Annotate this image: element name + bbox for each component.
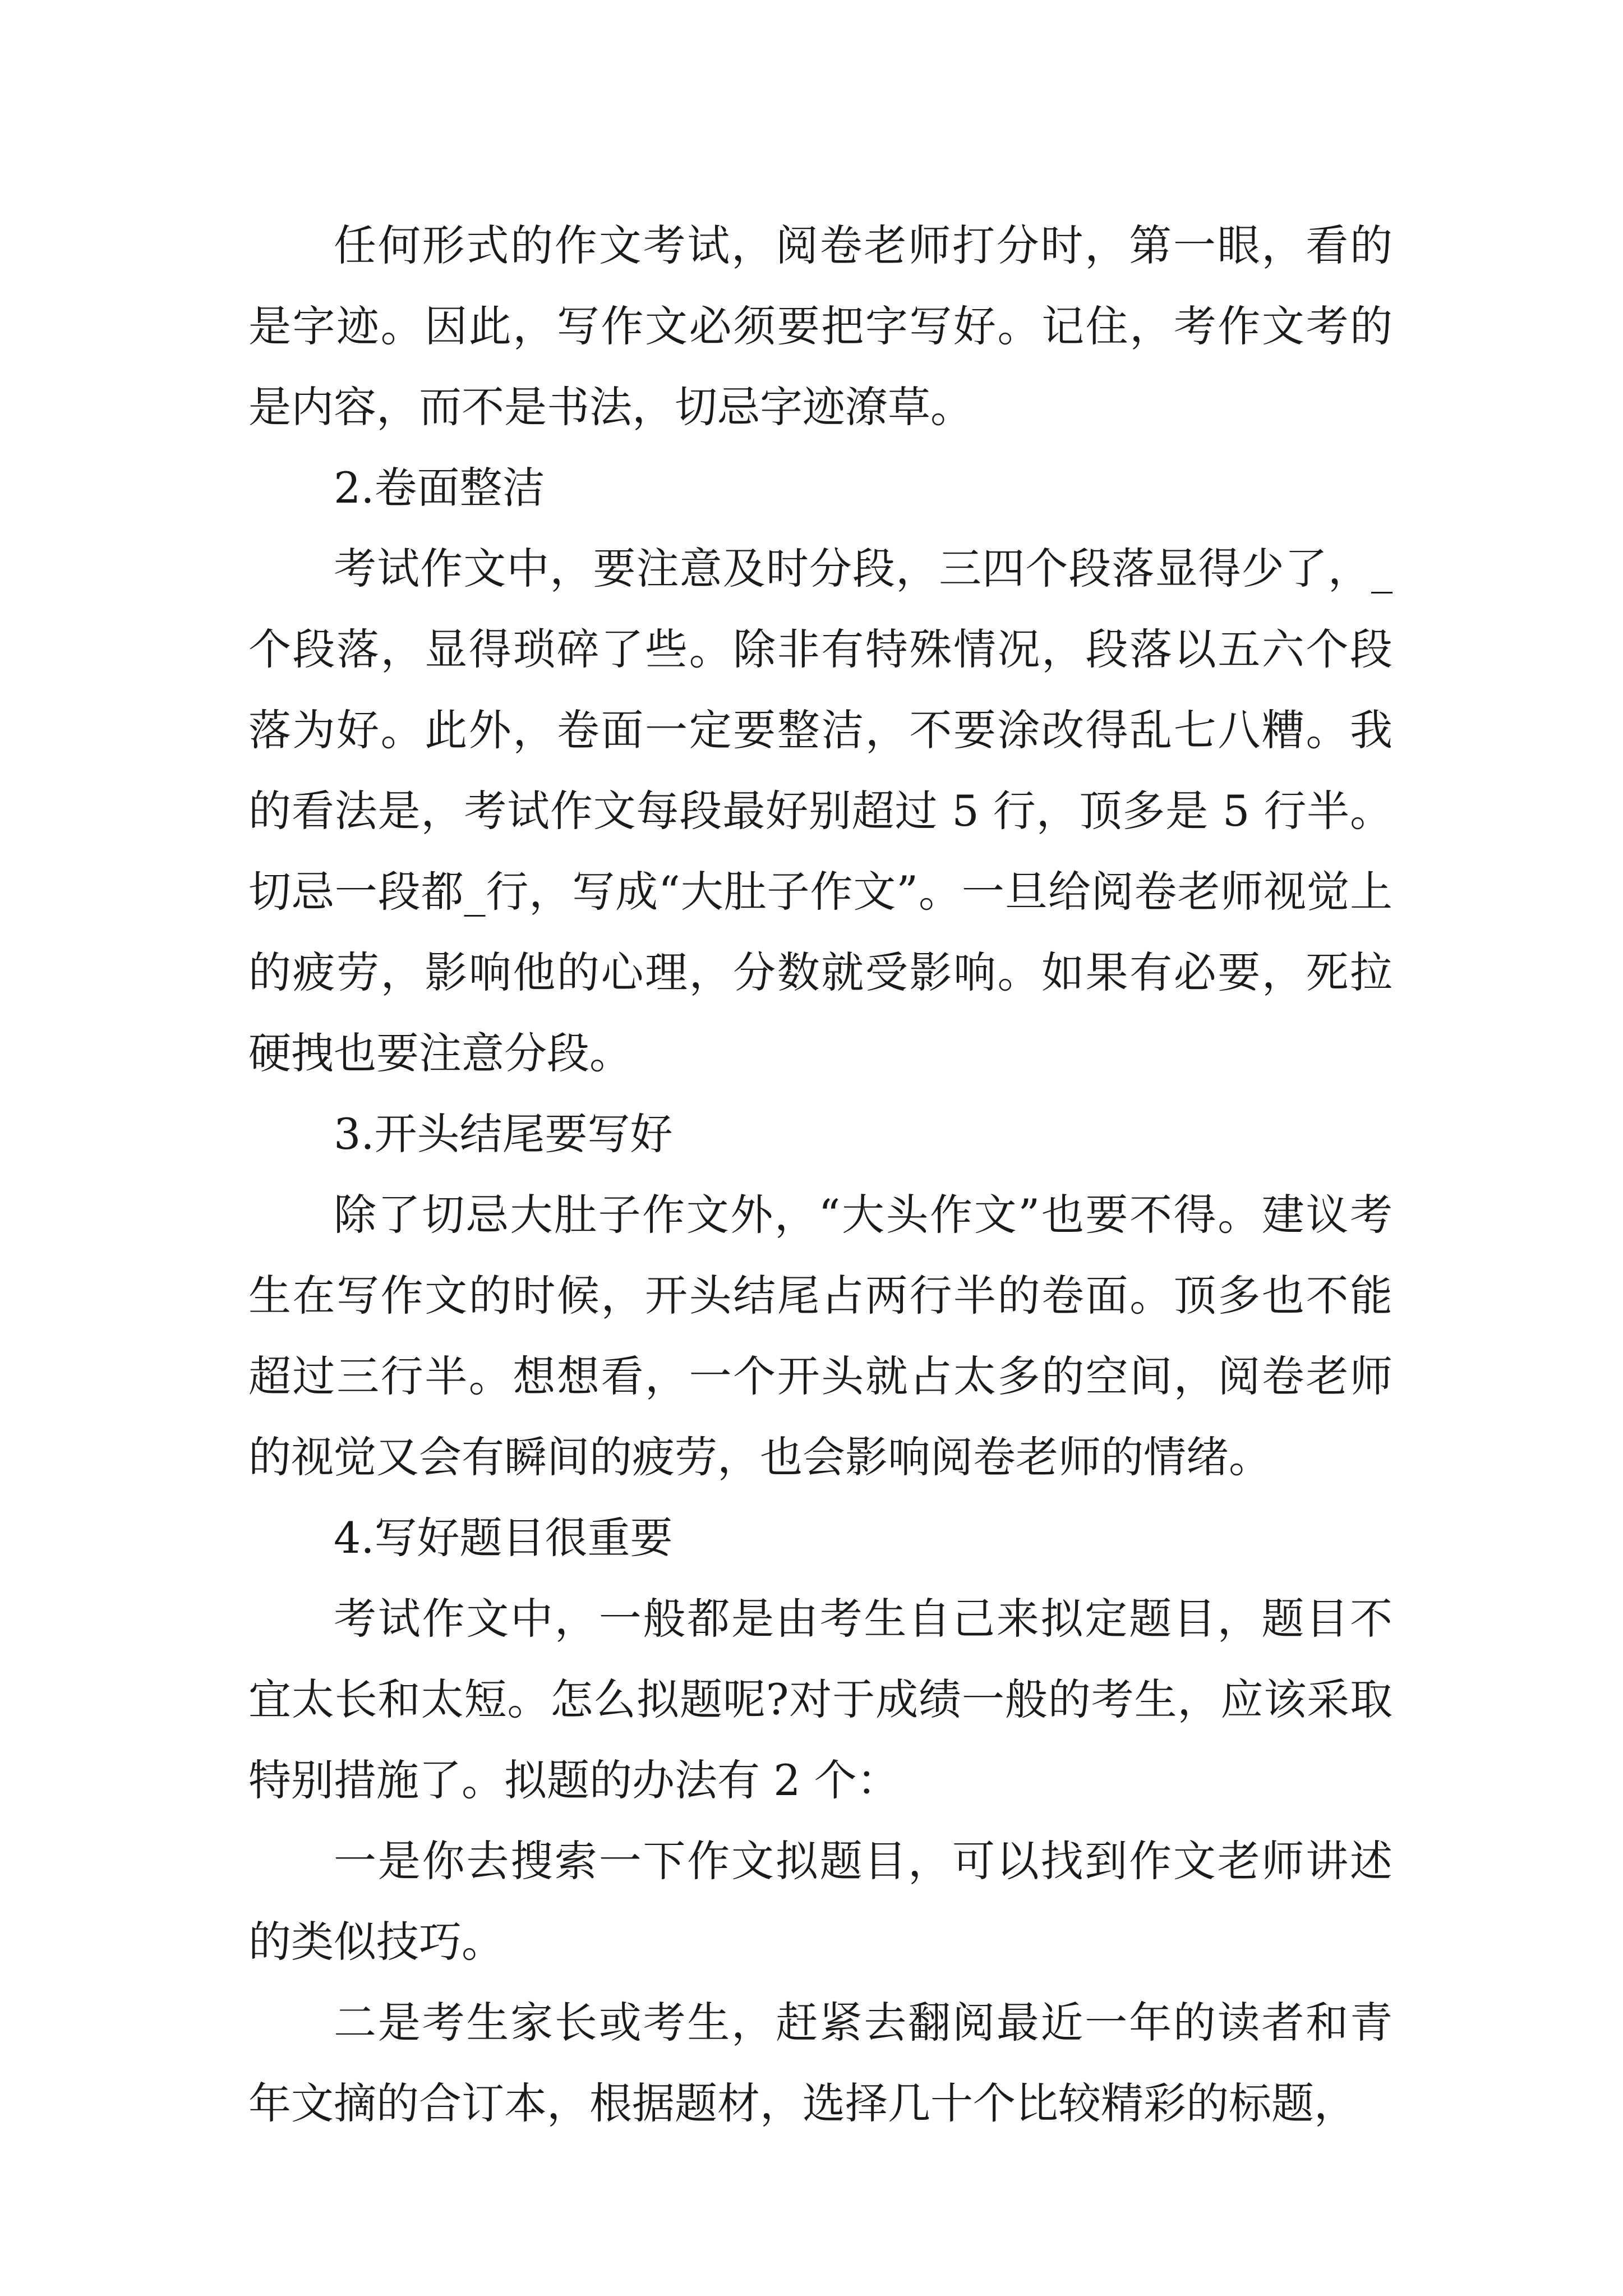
paragraph-title-important: 考试作文中，一般都是由考生自己来拟定题目，题目不宜太长和太短。怎么拟题呢?对于成绩一般的考生，应该采取特别措施了。拟题的办法有 2 个： bbox=[248, 1594, 1393, 1805]
heading-title-important: 4.写好题目很重要 bbox=[334, 1513, 673, 1563]
paragraph-method-one: 一是你去搜索一下作文拟题目，可以找到作文老师讲述的类似技巧。 bbox=[248, 1836, 1393, 1967]
heading-opening-ending: 3.开头结尾要写好 bbox=[334, 1109, 673, 1159]
paragraph-neat-paper: 考试作文中，要注意及时分段，三四个段落显得少了，_个段落，显得琐碎了些。除非有特殊情况，段落以五六个段落为好。此外，卷面一定要整洁，不要涂改得乱七八糟。我的看法是，考试作文每段最好别超过 5 行，顶多是 5 行半。切忌一段都_行，写成“大肚子作文”。一旦给阅卷老师视觉上的疲劳，影响他的心理，分数就受影响。如果有必要，死拉硬拽也要注意分段。 bbox=[248, 544, 1393, 1078]
paragraph-handwriting: 任何形式的作文考试，阅卷老师打分时，第一眼，看的是字迹。因此，写作文必须要把字写好。记住，考作文考的是内容，而不是书法，切忌字迹潦草。 bbox=[248, 220, 1393, 432]
paragraph-opening-ending: 除了切忌大肚子作文外，“大头作文”也要不得。建议考生在写作文的时候，开头结尾占两行半的卷面。顶多也不能超过三行半。想想看，一个开头就占太多的空间，阅卷老师的视觉又会有瞬间的疲劳，也会影响阅卷老师的情绪。 bbox=[248, 1190, 1393, 1482]
document-body bbox=[248, 205, 1393, 2144]
heading-neat-paper: 2.卷面整洁 bbox=[334, 463, 545, 513]
paragraph-method-two: 二是考生家长或考生，赶紧去翻阅最近一年的读者和青年文摘的合订本，根据题材，选择几十个比较精彩的标题， bbox=[248, 1998, 1393, 2128]
